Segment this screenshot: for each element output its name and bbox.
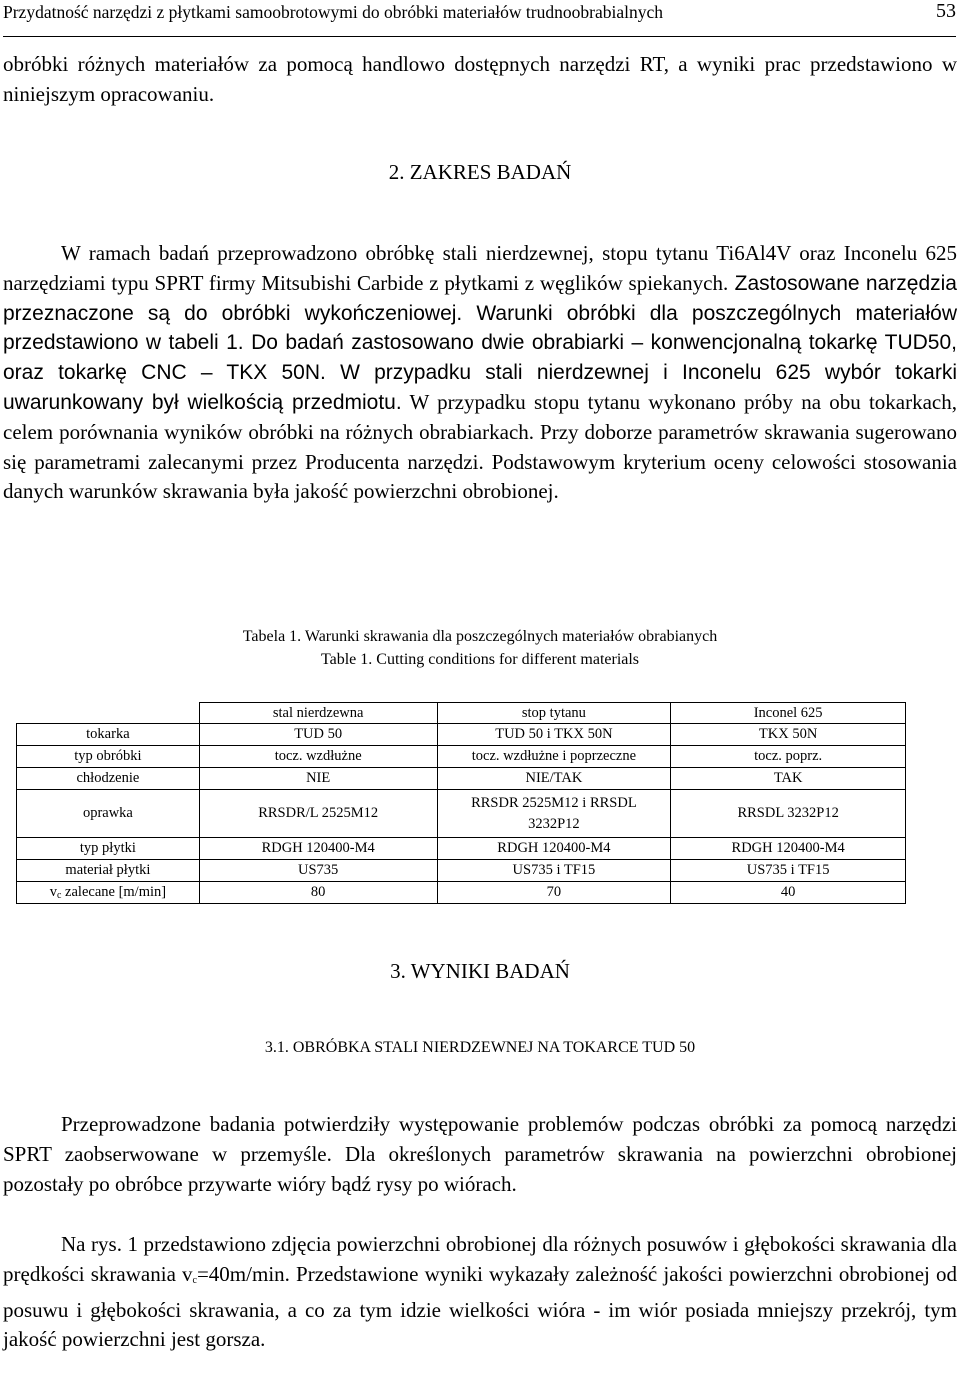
table-row — [17, 838, 906, 860]
section-2-paragraph — [3, 239, 957, 507]
section-2-heading: 2. ZAKRES BADAŃ — [388, 160, 572, 184]
table-cell: RDGH 120400-M4 — [671, 838, 906, 860]
section-3-paragraph-1: Przeprowadzone badania potwierdziły występowanie problemów podczas obróbki za pomocą narzędzi SPRT zaobserwowane w przemyśle. Dla określonych parametrów skrawania na powierzchni obrobionej pozostały po obróbce przywarte wióry bądź rysy po wiórach. — [3, 1112, 957, 1196]
table-corner-cell — [17, 703, 200, 724]
table-cell: TAK — [671, 768, 906, 790]
table-caption-en: Table 1. Cutting conditions for different materials — [320, 651, 640, 668]
table-cell: tocz. poprz. — [671, 746, 906, 768]
table-row — [17, 724, 906, 746]
table-row — [17, 768, 906, 790]
row-label: typ obróbki — [17, 746, 200, 768]
velocity-subscript: c — [56, 890, 62, 901]
table-cell: TUD 50 i TKX 50N — [437, 724, 671, 746]
table-row — [17, 746, 906, 768]
para2-subscript: c — [192, 1274, 197, 1286]
column-header: stop tytanu — [437, 703, 671, 724]
page-number: 53 — [936, 0, 956, 22]
table-row — [17, 860, 906, 882]
table-cell: TKX 50N — [671, 724, 906, 746]
section-2-sentence-3: W przypadku stopu tytanu wykonano próby na obu tokarkach, celem porównania wyników obróbki na różnych obrabiarkach. — [3, 389, 957, 444]
table-cell: 40 — [671, 882, 906, 904]
table-cell: US735 — [199, 860, 437, 882]
section-3-heading: 3. WYNIKI BADAŃ — [390, 959, 570, 983]
running-title: Przydatność narzędzi z płytkami samoobrotowymi do obróbki materiałów trudnoobrabialnych — [3, 2, 663, 22]
cell-line-2: 3232P12 — [528, 815, 580, 832]
table-cell: RRSDL 3232P12 — [671, 790, 906, 838]
row-label: chłodzenie — [17, 768, 200, 790]
section-2-sentence-2: Zastosowane narzędzia przeznaczone są do obróbki wykończeniowej. Warunki obróbki dla poszczególnych materiałów przedstawiono w tabeli 1. Do badań zastosowano dwie obrabiarki – konwencjonalną tokarkę TUD50, oraz tokarkę CNC – TKX 50N. W przypadku stali nierdzewnej i Inconelu 625 wybór tokarki uwarunkowany był wielkością przedmiotu. — [3, 271, 957, 414]
velocity-label-rest: zalecane [m/min] — [61, 884, 167, 900]
table-caption-pl: Tabela 1. Warunki skrawania dla poszczególnych materiałów obrabianych — [242, 628, 718, 645]
table-row — [17, 790, 906, 838]
section-2-sentence-1: W ramach badań przeprowadzono obróbkę stali nierdzewnej, stopu tytanu Ti6Al4V oraz Inconelu 625 narzędziami typu SPRT firmy Mitsubishi Carbide z płytkami z węglików spiekanych. — [3, 241, 957, 295]
subsection-3-1-heading: 3.1. OBRÓBKA STALI NIERDZEWNEJ NA TOKARCE TUD 50 — [264, 1039, 696, 1056]
table-cell: tocz. wzdłużne — [199, 746, 437, 768]
velocity-symbol: v — [49, 884, 57, 900]
column-header: stal nierdzewna — [199, 703, 437, 724]
table-cell: RDGH 120400-M4 — [199, 838, 437, 860]
row-label — [17, 882, 200, 904]
intro-paragraph: obróbki różnych materiałów za pomocą handlowo dostępnych narzędzi RT, a wyniki prac przedstawiono w niniejszym opracowaniu. — [3, 52, 957, 106]
table-cell: RDGH 120400-M4 — [437, 838, 671, 860]
table-cell: US735 i TF15 — [671, 860, 906, 882]
cutting-conditions-table — [16, 702, 906, 904]
section-3-paragraph-2 — [3, 1230, 957, 1355]
section-2-sentence-4: Przy doborze parametrów skrawania sugerowano się parametrami zalecanymi przez Producenta narzędzi. Podstawowym kryterium oceny celowości stosowania danych warunków skrawania była jakość powierzchni obrobionej. — [3, 419, 958, 504]
page-header — [3, 2, 956, 37]
para2-text-b: =40m/min. Przedstawione wyniki wykazały zależność jakości powierzchni obrobionej od posuwu i głębokości skrawania, a co za tym idzie wielkości wióra - im wiór posiada mniejszy przekrój, tym jakość powierzchni jest gorsza. — [3, 1261, 957, 1352]
table-cell: 70 — [437, 882, 671, 904]
table-cell — [437, 790, 671, 838]
para2-text-a: Na rys. 1 przedstawiono zdjęcia powierzchni obrobionej dla różnych posuwów i głębokości skrawania dla prędkości skrawania v — [3, 1232, 957, 1286]
table-cell: TUD 50 — [199, 724, 437, 746]
column-header: Inconel 625 — [671, 703, 906, 724]
cell-line-1: RRSDR 2525M12 i RRSDL — [471, 794, 637, 811]
table-cell: NIE — [199, 768, 437, 790]
row-label: oprawka — [17, 790, 200, 838]
table-cell: NIE/TAK — [437, 768, 671, 790]
row-label: materiał płytki — [17, 860, 200, 882]
table-cell: US735 i TF15 — [437, 860, 671, 882]
row-label: typ płytki — [17, 838, 200, 860]
table-cell: tocz. wzdłużne i poprzeczne — [437, 746, 671, 768]
table-cell: 80 — [199, 882, 437, 904]
table-row — [17, 882, 906, 904]
row-label: tokarka — [17, 724, 200, 746]
table-cell: RRSDR/L 2525M12 — [199, 790, 437, 838]
table-header-row — [17, 703, 906, 724]
